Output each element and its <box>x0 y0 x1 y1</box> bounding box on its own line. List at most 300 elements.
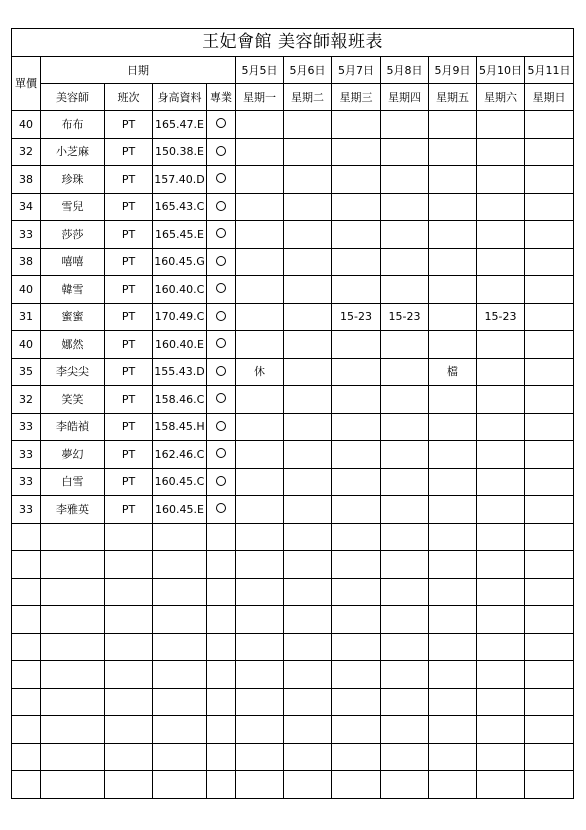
empty-cell <box>207 688 236 716</box>
empty-cell <box>12 578 41 606</box>
schedule-cell <box>284 166 332 194</box>
schedule-cell <box>236 248 284 276</box>
specialty-cell <box>207 138 236 166</box>
schedule-cell <box>284 276 332 304</box>
table-row <box>12 303 574 331</box>
empty-row <box>12 578 574 606</box>
empty-cell <box>381 743 429 771</box>
empty-cell <box>525 771 574 799</box>
date-header-cell: 5月5日 <box>236 57 284 84</box>
specialty-cell <box>207 303 236 331</box>
schedule-cell <box>381 138 429 166</box>
price-header: 單價 <box>12 57 41 111</box>
height-cell: 165.43.C <box>153 193 207 221</box>
page-title: 王妃會館 美容師報班表 <box>12 29 574 57</box>
empty-cell <box>381 633 429 661</box>
shift-cell: PT <box>105 358 153 386</box>
specialty-cell <box>207 358 236 386</box>
empty-cell <box>525 743 574 771</box>
circle-mark-icon <box>216 311 226 321</box>
empty-cell <box>332 716 381 744</box>
schedule-cell <box>477 468 525 496</box>
schedule-cell <box>284 386 332 414</box>
empty-cell <box>105 523 153 551</box>
schedule-cell <box>284 441 332 469</box>
empty-cell <box>41 551 105 579</box>
schedule-cell <box>525 386 574 414</box>
height-cell: 160.45.E <box>153 496 207 524</box>
shift-cell: PT <box>105 193 153 221</box>
empty-cell <box>207 716 236 744</box>
empty-cell <box>332 688 381 716</box>
circle-mark-icon <box>216 338 226 348</box>
empty-cell <box>105 771 153 799</box>
price-cell: 33 <box>12 441 41 469</box>
weekday-header-cell: 星期日 <box>525 84 574 111</box>
circle-mark-icon <box>216 448 226 458</box>
schedule-cell <box>525 166 574 194</box>
empty-cell <box>153 743 207 771</box>
schedule-cell <box>332 496 381 524</box>
shift-cell: PT <box>105 303 153 331</box>
schedule-cell <box>429 248 477 276</box>
schedule-cell <box>236 166 284 194</box>
schedule-cell <box>236 441 284 469</box>
empty-cell <box>381 551 429 579</box>
empty-cell <box>12 551 41 579</box>
empty-cell <box>477 743 525 771</box>
circle-mark-icon <box>216 118 226 128</box>
schedule-cell <box>477 221 525 249</box>
empty-row <box>12 716 574 744</box>
empty-cell <box>332 743 381 771</box>
schedule-cell <box>236 303 284 331</box>
schedule-cell <box>381 468 429 496</box>
schedule-cell <box>429 276 477 304</box>
height-cell: 158.45.H <box>153 413 207 441</box>
schedule-cell <box>477 413 525 441</box>
schedule-cell <box>429 468 477 496</box>
price-cell: 32 <box>12 386 41 414</box>
height-cell: 160.45.C <box>153 468 207 496</box>
empty-cell <box>284 578 332 606</box>
schedule-cell <box>284 331 332 359</box>
empty-cell <box>477 661 525 689</box>
empty-cell <box>332 633 381 661</box>
empty-cell <box>332 661 381 689</box>
schedule-cell <box>477 276 525 304</box>
date-header-cell: 5月7日 <box>332 57 381 84</box>
height-cell: 158.46.C <box>153 386 207 414</box>
empty-cell <box>12 716 41 744</box>
empty-cell <box>284 688 332 716</box>
empty-cell <box>429 771 477 799</box>
shift-cell: PT <box>105 138 153 166</box>
shift-cell: PT <box>105 468 153 496</box>
date-header-cell: 5月11日 <box>525 57 574 84</box>
schedule-cell: 休 <box>236 358 284 386</box>
specialty-cell <box>207 221 236 249</box>
price-cell: 31 <box>12 303 41 331</box>
specialty-cell <box>207 413 236 441</box>
empty-cell <box>477 551 525 579</box>
schedule-cell <box>429 193 477 221</box>
empty-cell <box>236 688 284 716</box>
height-cell: 162.46.C <box>153 441 207 469</box>
empty-cell <box>429 633 477 661</box>
schedule-cell <box>236 111 284 139</box>
specialty-cell <box>207 248 236 276</box>
empty-cell <box>153 578 207 606</box>
date-header-cell: 5月6日 <box>284 57 332 84</box>
circle-mark-icon <box>216 228 226 238</box>
beautician-name-cell: 布布 <box>41 111 105 139</box>
height-cell: 165.45.E <box>153 221 207 249</box>
schedule-cell <box>236 413 284 441</box>
shift-cell: PT <box>105 413 153 441</box>
weekday-header-cell: 星期五 <box>429 84 477 111</box>
beautician-name-cell: 雪兒 <box>41 193 105 221</box>
weekday-header-cell: 星期三 <box>332 84 381 111</box>
beautician-name-cell: 嘻嘻 <box>41 248 105 276</box>
schedule-cell <box>284 468 332 496</box>
empty-cell <box>381 578 429 606</box>
empty-cell <box>105 633 153 661</box>
shift-cell: PT <box>105 331 153 359</box>
table-row <box>12 331 574 359</box>
schedule-cell <box>236 496 284 524</box>
empty-row <box>12 743 574 771</box>
empty-cell <box>105 578 153 606</box>
schedule-cell <box>332 111 381 139</box>
schedule-cell: 15-23 <box>477 303 525 331</box>
date-header-cell: 5月10日 <box>477 57 525 84</box>
empty-cell <box>105 688 153 716</box>
schedule-cell: 15-23 <box>332 303 381 331</box>
empty-cell <box>525 578 574 606</box>
empty-cell <box>41 633 105 661</box>
empty-cell <box>12 523 41 551</box>
empty-cell <box>236 771 284 799</box>
empty-cell <box>429 551 477 579</box>
table-row <box>12 386 574 414</box>
empty-cell <box>12 661 41 689</box>
specialty-cell <box>207 166 236 194</box>
circle-mark-icon <box>216 503 226 513</box>
empty-cell <box>332 771 381 799</box>
schedule-cell <box>381 386 429 414</box>
shift-cell: PT <box>105 441 153 469</box>
empty-cell <box>41 523 105 551</box>
empty-cell <box>105 661 153 689</box>
empty-cell <box>284 633 332 661</box>
schedule-cell <box>236 331 284 359</box>
price-cell: 40 <box>12 111 41 139</box>
empty-cell <box>153 523 207 551</box>
table-row <box>12 166 574 194</box>
empty-cell <box>207 743 236 771</box>
schedule-table <box>11 28 574 799</box>
empty-cell <box>477 688 525 716</box>
empty-cell <box>153 716 207 744</box>
specialty-cell <box>207 111 236 139</box>
schedule-cell <box>236 276 284 304</box>
schedule-cell <box>477 193 525 221</box>
empty-cell <box>41 688 105 716</box>
specialty-cell <box>207 331 236 359</box>
table-row <box>12 138 574 166</box>
schedule-cell <box>429 441 477 469</box>
schedule-cell <box>477 386 525 414</box>
schedule-cell <box>381 276 429 304</box>
empty-cell <box>207 633 236 661</box>
empty-cell <box>12 633 41 661</box>
beautician-name-cell: 莎莎 <box>41 221 105 249</box>
empty-cell <box>12 771 41 799</box>
schedule-cell <box>236 138 284 166</box>
price-cell: 38 <box>12 166 41 194</box>
empty-cell <box>105 551 153 579</box>
empty-cell <box>41 578 105 606</box>
specialty-cell <box>207 496 236 524</box>
schedule-cell <box>381 248 429 276</box>
schedule-cell <box>525 303 574 331</box>
weekday-header-cell: 星期一 <box>236 84 284 111</box>
schedule-cell <box>236 468 284 496</box>
schedule-cell <box>332 193 381 221</box>
schedule-cell <box>525 138 574 166</box>
schedule-cell <box>381 331 429 359</box>
height-cell: 160.45.G <box>153 248 207 276</box>
beautician-name-cell: 李尖尖 <box>41 358 105 386</box>
empty-cell <box>236 523 284 551</box>
height-cell: 170.49.C <box>153 303 207 331</box>
schedule-cell <box>332 331 381 359</box>
empty-cell <box>381 661 429 689</box>
circle-mark-icon <box>216 256 226 266</box>
schedule-cell <box>525 276 574 304</box>
empty-row <box>12 771 574 799</box>
schedule-cell <box>332 166 381 194</box>
schedule-cell <box>332 386 381 414</box>
empty-cell <box>429 578 477 606</box>
beautician-name-cell: 李雅英 <box>41 496 105 524</box>
empty-cell <box>41 743 105 771</box>
price-cell: 33 <box>12 496 41 524</box>
price-cell: 38 <box>12 248 41 276</box>
specialty-cell <box>207 386 236 414</box>
empty-cell <box>477 523 525 551</box>
empty-cell <box>236 633 284 661</box>
specialty-cell <box>207 193 236 221</box>
empty-cell <box>284 551 332 579</box>
empty-cell <box>207 661 236 689</box>
empty-cell <box>284 716 332 744</box>
schedule-cell <box>332 248 381 276</box>
empty-cell <box>105 606 153 634</box>
empty-cell <box>236 716 284 744</box>
price-cell: 33 <box>12 221 41 249</box>
circle-mark-icon <box>216 283 226 293</box>
circle-mark-icon <box>216 421 226 431</box>
circle-mark-icon <box>216 393 226 403</box>
schedule-cell <box>284 111 332 139</box>
empty-cell <box>153 606 207 634</box>
schedule-cell <box>332 441 381 469</box>
empty-cell <box>207 578 236 606</box>
schedule-cell <box>284 496 332 524</box>
schedule-cell <box>332 138 381 166</box>
schedule-cell <box>477 331 525 359</box>
weekday-header-cell: 星期二 <box>284 84 332 111</box>
price-cell: 32 <box>12 138 41 166</box>
empty-cell <box>332 523 381 551</box>
empty-cell <box>153 661 207 689</box>
empty-cell <box>207 606 236 634</box>
empty-row <box>12 633 574 661</box>
schedule-cell <box>477 496 525 524</box>
schedule-cell <box>284 303 332 331</box>
empty-cell <box>525 551 574 579</box>
empty-cell <box>477 716 525 744</box>
schedule-cell <box>284 193 332 221</box>
schedule-cell <box>477 248 525 276</box>
empty-cell <box>236 661 284 689</box>
schedule-cell <box>525 413 574 441</box>
schedule-cell <box>429 111 477 139</box>
beautician-name-cell: 李皓禎 <box>41 413 105 441</box>
schedule-cell <box>236 193 284 221</box>
beautician-name-cell: 蜜蜜 <box>41 303 105 331</box>
empty-cell <box>429 661 477 689</box>
empty-cell <box>332 551 381 579</box>
schedule-cell <box>381 111 429 139</box>
empty-cell <box>525 661 574 689</box>
table-row <box>12 441 574 469</box>
empty-row <box>12 661 574 689</box>
empty-cell <box>153 633 207 661</box>
schedule-cell <box>429 138 477 166</box>
table-row <box>12 193 574 221</box>
schedule-cell <box>284 248 332 276</box>
shift-cell: PT <box>105 221 153 249</box>
schedule-cell <box>284 221 332 249</box>
schedule-cell <box>332 358 381 386</box>
schedule-cell <box>332 221 381 249</box>
beautician-name-cell: 韓雪 <box>41 276 105 304</box>
empty-cell <box>429 716 477 744</box>
schedule-cell <box>525 193 574 221</box>
height-cell: 150.38.E <box>153 138 207 166</box>
empty-cell <box>525 606 574 634</box>
empty-cell <box>477 606 525 634</box>
table-row <box>12 248 574 276</box>
height-cell: 165.47.E <box>153 111 207 139</box>
shift-cell: PT <box>105 276 153 304</box>
empty-cell <box>236 743 284 771</box>
table-row <box>12 496 574 524</box>
schedule-cell <box>332 276 381 304</box>
schedule-cell <box>284 358 332 386</box>
schedule-cell <box>284 138 332 166</box>
empty-cell <box>381 716 429 744</box>
shift-cell: PT <box>105 386 153 414</box>
shift-cell: PT <box>105 496 153 524</box>
table-row <box>12 221 574 249</box>
empty-cell <box>429 743 477 771</box>
empty-cell <box>381 523 429 551</box>
schedule-cell <box>381 413 429 441</box>
circle-mark-icon <box>216 366 226 376</box>
schedule-cell <box>429 303 477 331</box>
empty-cell <box>284 743 332 771</box>
beautician-name-cell: 笑笑 <box>41 386 105 414</box>
price-cell: 34 <box>12 193 41 221</box>
empty-cell <box>153 551 207 579</box>
date-header-cell: 5月9日 <box>429 57 477 84</box>
table-row <box>12 413 574 441</box>
schedule-cell: 檔 <box>429 358 477 386</box>
specialty-cell <box>207 276 236 304</box>
empty-cell <box>284 661 332 689</box>
schedule-cell <box>525 358 574 386</box>
price-cell: 40 <box>12 276 41 304</box>
empty-cell <box>236 551 284 579</box>
empty-cell <box>236 606 284 634</box>
empty-cell <box>525 716 574 744</box>
schedule-cell <box>381 166 429 194</box>
empty-cell <box>525 688 574 716</box>
empty-cell <box>429 606 477 634</box>
schedule-cell <box>284 413 332 441</box>
empty-cell <box>105 743 153 771</box>
specialty-cell <box>207 468 236 496</box>
empty-cell <box>41 771 105 799</box>
circle-mark-icon <box>216 146 226 156</box>
empty-cell <box>284 523 332 551</box>
empty-cell <box>525 633 574 661</box>
empty-row <box>12 523 574 551</box>
empty-cell <box>284 606 332 634</box>
empty-cell <box>41 716 105 744</box>
empty-row <box>12 551 574 579</box>
schedule-cell <box>332 468 381 496</box>
schedule-cell <box>525 221 574 249</box>
shift-cell: PT <box>105 166 153 194</box>
schedule-cell <box>429 386 477 414</box>
schedule-cell <box>477 166 525 194</box>
schedule-cell <box>525 248 574 276</box>
beautician-name-cell: 白雪 <box>41 468 105 496</box>
schedule-cell <box>381 496 429 524</box>
schedule-cell <box>477 441 525 469</box>
schedule-cell <box>381 441 429 469</box>
empty-cell <box>41 606 105 634</box>
empty-cell <box>105 716 153 744</box>
height-cell: 157.40.D <box>153 166 207 194</box>
schedule-cell <box>525 441 574 469</box>
empty-cell <box>284 771 332 799</box>
schedule-cell <box>525 468 574 496</box>
price-cell: 40 <box>12 331 41 359</box>
price-cell: 33 <box>12 413 41 441</box>
column-header-specialty: 專業 <box>207 84 236 111</box>
empty-cell <box>477 771 525 799</box>
empty-cell <box>525 523 574 551</box>
schedule-cell <box>332 413 381 441</box>
height-cell: 155.43.D <box>153 358 207 386</box>
beautician-name-cell: 小芝麻 <box>41 138 105 166</box>
